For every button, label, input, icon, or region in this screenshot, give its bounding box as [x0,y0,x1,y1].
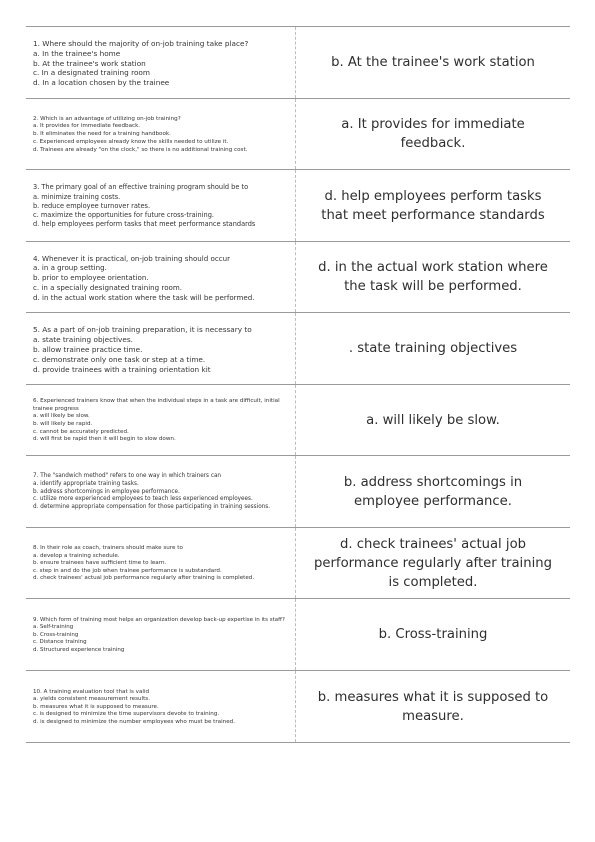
option-c: c. in a specially designated training room. [33,282,183,292]
option-d: d. determine appropriate compensation for those participating in training sessions. [33,504,271,511]
answer-cell: b. At the trainee's work station [331,55,535,70]
question-cell [26,99,296,169]
option-a: a. yields consistent measurement results. [33,696,150,703]
flashcard-row-2 [26,99,570,170]
answer-cell: a. will likely be slow. [366,412,500,428]
question-text: 4. Whenever it is practical, on-job training should occur [33,253,231,263]
question-cell [26,385,296,455]
option-b: b. ensure trainees have sufficient time to learn. [33,560,167,567]
flashcard-row-4 [26,242,570,313]
option-a: a. develop a training schedule. [33,552,120,559]
option-a: a. It provides for immediate feedback. [33,123,141,130]
question-text: 6. Experienced trainers know that when the individual steps in a task are difficult, initial trainee progress [33,397,280,412]
option-a: a. In the trainee's home [33,48,121,58]
option-b: b. Cross-training [33,631,79,638]
flashcard-row-1 [26,27,570,99]
question-text: 9. Which form of training most helps an organization develop back-up expertise in its staff? [33,616,285,623]
option-b: b. will likely be rapid. [33,421,93,427]
option-c: c. cannot be accurately predicted. [33,428,129,435]
question-cell [26,671,296,742]
question-cell [26,170,296,241]
question-cell [26,242,296,312]
option-d: d. in the actual work station where the task will be performed. [33,292,255,302]
answer-cell: d. help employees perform tasks that meet performance standards [321,188,545,223]
option-c: c. step in and do the job when trainee performance is substandard. [33,567,222,574]
question-text: 2. Which is an advantage of utilizing on-job training? [33,115,181,122]
question-cell [26,456,296,527]
answer-cell: b. address shortcomings in employee performance. [343,474,523,509]
flashcard-row-3 [26,170,570,242]
answer-cell: d. check trainees' actual job performance regularly after training is completed. [314,536,552,590]
option-b: b. allow trainee practice time. [33,344,143,354]
option-c: c. demonstrate only one task or step at a time. [33,354,206,364]
option-b: b. prior to employee orientation. [33,273,149,283]
option-a: a. will likely be slow. [33,413,90,420]
option-d: d. provide trainees with a training orientation kit [33,364,211,374]
option-c: c. utilize more experienced employees to teach less experienced employees. [33,496,253,503]
option-c: c. In a designated training room [33,68,150,78]
question-cell [26,599,296,670]
option-b: b. reduce employee turnover rates. [33,201,151,210]
flashcard-row-8 [26,528,570,599]
question-cell [26,313,296,384]
question-text: 7. The "sandwich method" refers to one way in which trainers can [33,473,222,479]
question-cell [26,528,296,598]
option-b: b. It eliminates the need for a training handbook. [33,131,171,138]
option-b: b. measures what it is supposed to measure. [33,703,159,710]
option-c: c. Experienced employees already know the skills needed to utilize it. [33,138,229,145]
option-d: d. Structured experience training [33,646,125,653]
flashcard-row-10 [26,671,570,743]
answer-cell: a. It provides for immediate feedback. [341,117,525,151]
option-c: c. is designed to minimize the time supervisors devote to training. [33,711,220,718]
answer-cell: . state training objectives [348,341,518,356]
flashcard-row-6 [26,385,570,456]
option-a: a. state training objectives. [33,334,133,344]
option-c: c. Distance training [33,639,87,646]
question-text: 3. The primary goal of an effective training program should be to [33,183,249,192]
option-d: d. is designed to minimize the number employees who must be trained. [33,718,235,725]
option-a: a. minimize training costs. [33,192,121,201]
flashcard-grid [26,26,570,743]
option-d: d. help employees perform tasks that meet performance standards [33,220,256,229]
option-a: a. Self-training [33,624,74,631]
option-a: a. identify appropriate training tasks. [33,480,139,487]
option-a: a. in a group setting. [33,263,107,273]
question-text: 1. Where should the majority of on-job training take place? [33,39,249,48]
question-text: 10. A training evaluation tool that is valid [33,688,150,695]
flashcard-row-9 [26,599,570,671]
option-d: d. check trainees' actual job performance regularly after training is completed. [33,575,255,582]
option-b: b. address shortcomings in employee performance. [33,488,180,495]
question-cell [26,27,296,98]
flashcard-row-7 [26,456,570,528]
option-d: d. In a location chosen by the trainee [33,78,170,88]
answer-cell: b. measures what it is supposed to measure. [317,689,549,724]
question-text: 8. In their role as coach, trainers should make sure to [33,545,183,552]
flashcard-row-5 [26,313,570,385]
question-text: 5. As a part of on-job training preparation, it is necessary to [33,324,252,334]
option-b: b. At the trainee's work station [33,58,146,68]
answer-cell: d. in the actual work station where the task will be performed. [318,260,548,294]
answer-cell: b. Cross-training [378,627,488,642]
option-d: d. will first be rapid then it will begin to slow down. [33,436,176,443]
option-c: c. maximize the opportunities for future cross-training. [33,211,214,220]
option-d: d. Trainees are already "on the clock," so there is no additional training cost. [33,146,248,153]
